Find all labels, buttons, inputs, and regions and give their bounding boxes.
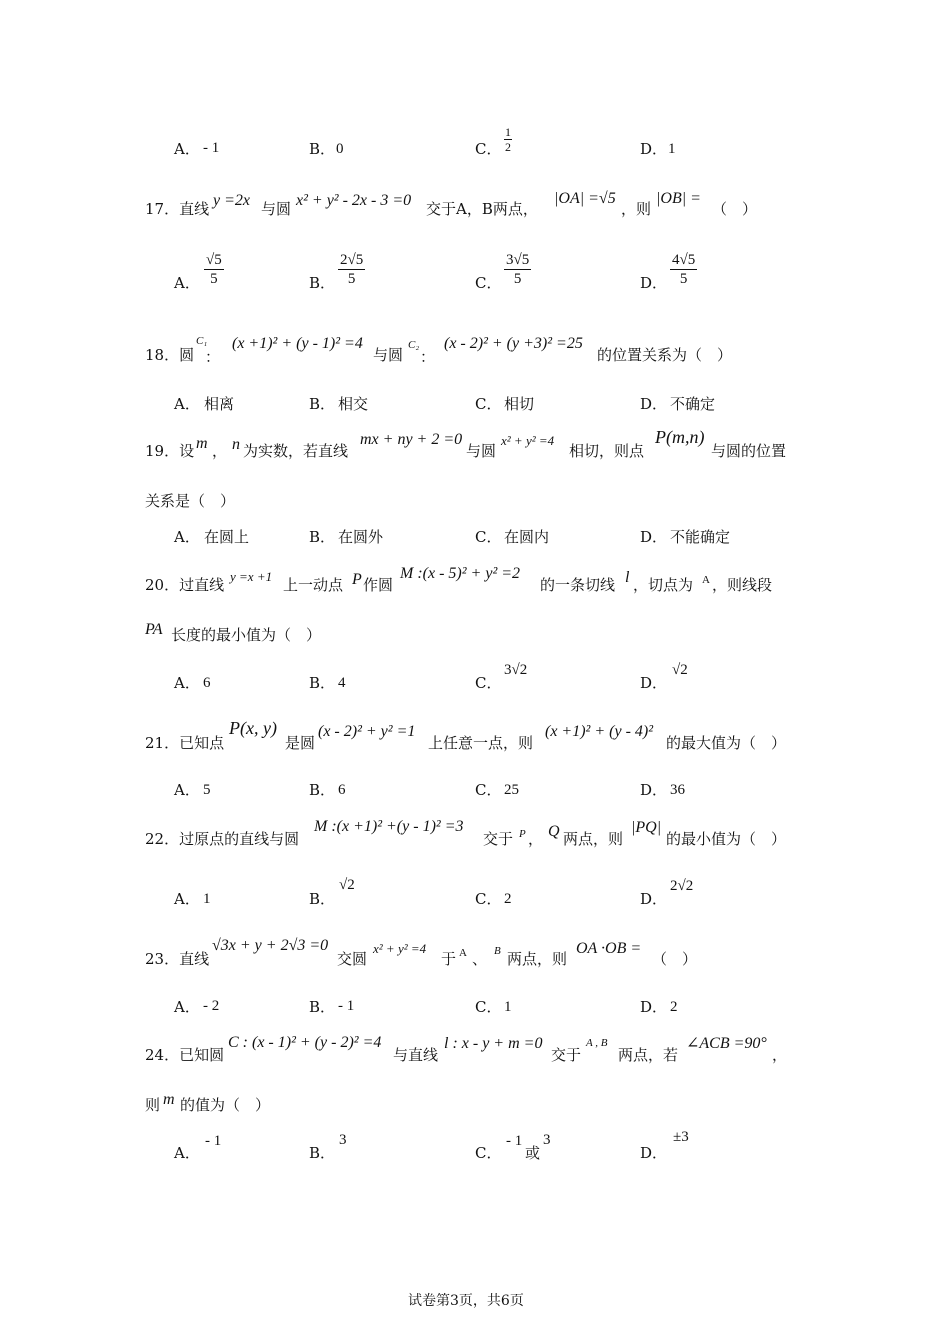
q20-option-b-value: 4 <box>338 675 346 691</box>
q17-option-b-denominator: 5 <box>347 270 356 287</box>
q18-circle-c2-equation: (x - 2)² + (y +3)² =25 <box>444 335 583 352</box>
q16-option-c-denominator: 2 <box>505 140 511 155</box>
q22-option-b-value: √2 <box>339 877 355 893</box>
q24-text-2: 交于 <box>551 1046 582 1064</box>
q17-option-b-numerator: 2√5 <box>340 252 364 268</box>
q19-point-p: P(m,n) <box>655 427 705 447</box>
q19-text-3: 相切，则点 <box>569 442 645 460</box>
q24-points-ab: A , B <box>586 1037 608 1049</box>
q19-option-d-label: D． <box>640 528 668 546</box>
q21-option-d-label: D． <box>640 781 668 799</box>
q20-line-2: 长度的最小值为（ ） <box>171 626 322 644</box>
q17-number: 17．直线 <box>145 200 210 218</box>
q23-text-1: 交圆 <box>337 950 368 968</box>
q21-number: 21．已知点 <box>145 734 225 752</box>
q19-var-m: m <box>196 435 208 452</box>
q23-option-c-value: 1 <box>504 999 512 1015</box>
q18-option-a-label: A． <box>174 395 200 413</box>
q22-option-b-label: B． <box>309 890 336 908</box>
q24-option-c-pre: - 1 <box>506 1133 523 1149</box>
q18-text-1: 与圆 <box>373 346 404 364</box>
q23-option-b-value: - 1 <box>338 998 355 1014</box>
q17-option-a-numerator: √5 <box>206 252 222 268</box>
q19-option-b-value: 在圆外 <box>338 528 384 546</box>
q17-blank: （ ） <box>712 200 758 218</box>
q24-option-c-label: C． <box>475 1144 502 1162</box>
q24-option-a-value: - 1 <box>205 1133 222 1149</box>
q20-text-1: 上一动点 <box>283 576 344 594</box>
q21-text-1: 是圆 <box>285 734 316 752</box>
q23-number: 23．直线 <box>145 950 210 968</box>
q23-text-3: 、 <box>472 950 488 968</box>
q24-option-d-label: D． <box>640 1144 668 1162</box>
q20-number: 20．过直线 <box>145 576 225 594</box>
q23-line-equation: √3x + y + 2√3 =0 <box>212 937 329 954</box>
q17-option-a-denominator: 5 <box>210 270 218 287</box>
q24-option-a-label: A． <box>174 1144 200 1162</box>
q23-option-a-value: - 2 <box>203 998 220 1014</box>
q24-line-2b: 的值为（ ） <box>180 1096 271 1114</box>
q24-number: 24．已知圆 <box>145 1046 225 1064</box>
q17-option-d-numerator: 4√5 <box>672 252 696 268</box>
q16-option-a-value: - 1 <box>203 140 220 156</box>
q22-option-a-label: A． <box>174 890 200 908</box>
q16-option-b-label: B． <box>309 140 336 158</box>
q22-text-1: 交于 <box>483 830 514 848</box>
q19-text-1: 为实数，若直线 <box>243 442 349 460</box>
q22-comma: ， <box>528 830 544 848</box>
q16-option-c-fraction <box>504 126 512 155</box>
q22-number: 22．过原点的直线与圆 <box>145 830 300 848</box>
q18-option-c-value: 相切 <box>504 395 535 413</box>
q23-option-d-label: D． <box>640 998 668 1016</box>
q23-option-d-value: 2 <box>670 999 678 1015</box>
q19-option-a-value: 在圆上 <box>204 528 250 546</box>
q20-text-5: ，则线段 <box>712 576 773 594</box>
q17-option-a-fraction <box>204 252 224 288</box>
q18-circle-c1-equation: (x +1)² + (y - 1)² =4 <box>232 335 363 352</box>
q24-option-d-value: ±3 <box>673 1129 689 1145</box>
q23-option-c-label: C． <box>475 998 502 1016</box>
q18-option-d-value: 不确定 <box>670 395 716 413</box>
q20-text-4: ，切点为 <box>633 576 694 594</box>
q21-text-2: 上任意一点，则 <box>428 734 534 752</box>
q19-option-c-label: C． <box>475 528 502 546</box>
q22-option-a-value: 1 <box>203 891 211 907</box>
q21-option-c-value: 25 <box>504 782 519 798</box>
q20-option-c-label: C． <box>475 674 502 692</box>
q18-option-b-value: 相交 <box>338 395 369 413</box>
q19-circle-equation: x² + y² =4 <box>501 433 555 448</box>
q17-text-3: ，则 <box>621 200 652 218</box>
q21-point-p: P(x, y) <box>229 718 277 738</box>
q16-option-d-value: 1 <box>668 141 676 157</box>
q17-option-c-label: C． <box>475 274 502 292</box>
q16-option-d-label: D． <box>640 140 668 158</box>
q16-option-c-numerator: 1 <box>505 125 511 139</box>
q22-option-c-value: 2 <box>504 891 512 907</box>
q24-angle: ∠ACB =90° <box>686 1035 767 1052</box>
q22-point-p: P <box>519 828 526 840</box>
page-footer: 试卷第3页，共6页 <box>408 1293 524 1309</box>
q24-option-c-post: 3 <box>543 1132 551 1148</box>
q17-ob-expression: |OB| = <box>656 190 701 207</box>
q20-option-d-label: D． <box>640 674 668 692</box>
q17-option-d-denominator: 5 <box>679 270 688 287</box>
q23-text-4: 两点，则 <box>507 950 568 968</box>
q23-blank: （ ） <box>652 950 698 968</box>
q18-circle-c2-label: C₂ <box>408 339 420 351</box>
q20-point-p: P <box>352 571 362 588</box>
q22-pq-length: |PQ| <box>631 819 662 836</box>
q22-circle-equation: M :(x +1)² +(y - 1)² =3 <box>314 818 464 835</box>
q23-point-a: A <box>459 947 467 959</box>
q19-line-2: 关系是（ ） <box>145 492 236 510</box>
q18-colon-2: ： <box>420 348 436 366</box>
q20-line-equation: y =x +1 <box>230 569 273 584</box>
q24-option-b-label: B． <box>309 1144 336 1162</box>
q22-point-q: Q <box>548 823 560 840</box>
q24-text-1: 与直线 <box>393 1046 439 1064</box>
q18-colon-1: ： <box>205 348 221 366</box>
q23-dot-product: OA ·OB = <box>576 940 642 957</box>
q17-circle-equation: x² + y² - 2x - 3 =0 <box>296 192 412 209</box>
q19-option-a-label: A． <box>174 528 200 546</box>
q18-option-c-label: C． <box>475 395 502 413</box>
q21-option-c-label: C． <box>475 781 502 799</box>
q22-option-d-value: 2√2 <box>670 878 694 894</box>
q24-line-2a: 则 <box>145 1096 161 1114</box>
q21-expression: (x +1)² + (y - 4)² <box>545 723 654 740</box>
q23-option-b-label: B． <box>309 998 336 1016</box>
q19-text-2: 与圆 <box>466 442 497 460</box>
q23-point-b: B <box>494 945 501 957</box>
q17-option-a-label: A． <box>174 274 200 292</box>
q23-circle-equation: x² + y² =4 <box>373 941 427 956</box>
q23-option-a-label: A． <box>174 998 200 1016</box>
q19-var-n: n <box>232 436 240 453</box>
q21-option-b-label: B． <box>309 781 336 799</box>
q22-option-d-label: D． <box>640 890 668 908</box>
q21-option-d-value: 36 <box>670 782 685 798</box>
q24-var-m: m <box>163 1091 175 1108</box>
q18-option-a-value: 相离 <box>204 395 235 413</box>
q22-text-2: 两点，则 <box>563 830 624 848</box>
q16-option-b-value: 0 <box>336 141 344 157</box>
q20-point-a: A <box>702 574 710 586</box>
q19-line-equation: mx + ny + 2 =0 <box>360 431 463 448</box>
q21-text-3: 的最大值为（ ） <box>666 734 787 752</box>
q18-text-2: 的位置关系为（ ） <box>597 346 733 364</box>
q20-circle-equation: M :(x - 5)² + y² =2 <box>400 565 521 582</box>
q19-option-c-value: 在圆内 <box>504 528 550 546</box>
q17-option-b-fraction <box>338 252 365 288</box>
q20-segment-pa: PA <box>145 621 163 638</box>
q18-number: 18．圆 <box>145 346 195 364</box>
q24-text-4: ， <box>772 1046 788 1064</box>
q20-option-c-value: 3√2 <box>504 662 528 678</box>
q17-option-c-numerator: 3√5 <box>506 252 530 268</box>
q21-option-a-label: A． <box>174 781 200 799</box>
q17-option-d-label: D． <box>640 274 668 292</box>
q23-text-2: 于 <box>441 950 457 968</box>
q22-option-c-label: C． <box>475 890 502 908</box>
q18-circle-c1-label: C₁ <box>196 335 208 347</box>
q17-option-d-fraction <box>670 252 697 288</box>
q17-line-equation: y =2x <box>213 192 250 209</box>
q18-option-d-label: D． <box>640 395 668 413</box>
q19-option-b-label: B． <box>309 528 336 546</box>
q17-option-c-denominator: 5 <box>513 270 522 287</box>
q17-oa-expression: |OA| =√5 <box>554 190 616 207</box>
q19-comma: ， <box>212 442 228 460</box>
q16-option-c-label: C． <box>475 140 502 158</box>
q20-option-a-label: A． <box>174 674 200 692</box>
q24-circle-equation: C : (x - 1)² + (y - 2)² =4 <box>228 1034 382 1051</box>
q24-line-equation: l : x - y + m =0 <box>444 1035 543 1052</box>
q20-text-2: 作圆 <box>363 576 394 594</box>
q17-text-1: 与圆 <box>261 200 292 218</box>
q17-option-c-fraction <box>504 252 531 288</box>
q17-text-2: 交于A，B两点， <box>426 200 538 218</box>
q24-text-3: 两点，若 <box>618 1046 679 1064</box>
q19-option-d-value: 不能确定 <box>670 528 731 546</box>
q22-text-3: 的最小值为（ ） <box>666 830 787 848</box>
q20-option-d-value: √2 <box>672 662 688 678</box>
q20-text-3: 的一条切线 <box>540 576 616 594</box>
q18-option-b-label: B． <box>309 395 336 413</box>
q20-option-a-value: 6 <box>203 675 211 691</box>
q17-option-b-label: B． <box>309 274 336 292</box>
q24-option-b-value: 3 <box>339 1132 347 1148</box>
q21-circle-equation: (x - 2)² + y² =1 <box>318 723 416 740</box>
q21-option-a-value: 5 <box>203 782 211 798</box>
q21-option-b-value: 6 <box>338 782 346 798</box>
q20-line-l: l <box>625 569 630 586</box>
q16-option-a-label: A． <box>174 140 200 158</box>
q24-option-c-or: 或 <box>525 1144 541 1162</box>
q20-option-b-label: B． <box>309 674 336 692</box>
q19-text-4: 与圆的位置 <box>711 442 787 460</box>
q19-number: 19．设 <box>145 442 195 460</box>
